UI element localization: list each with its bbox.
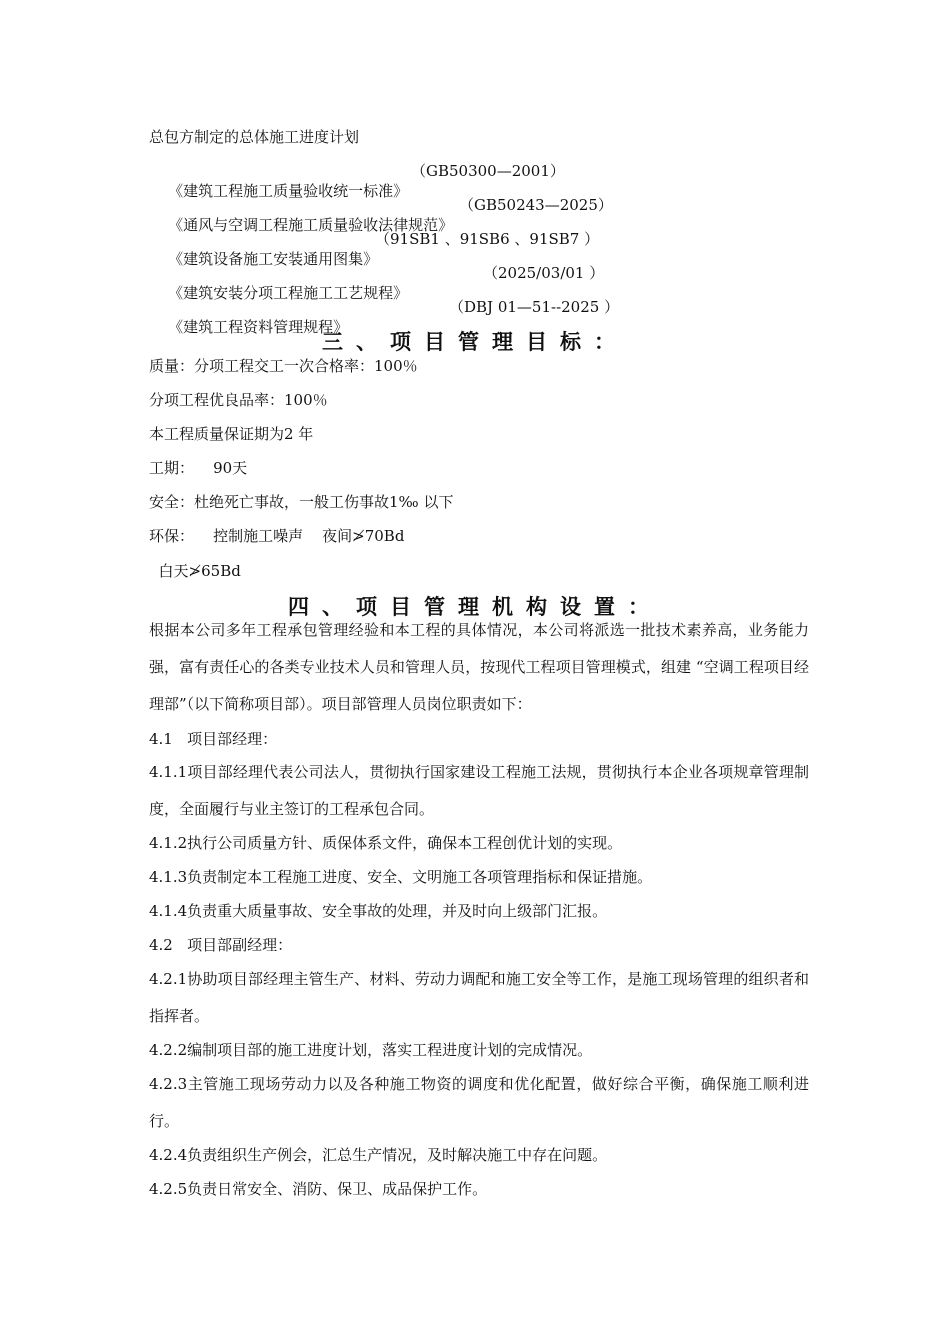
duty-item: 4.1.1项目部经理代表公司法人，贯彻执行国家建设工程施工法规，贯彻执行本企业各项规章管理制度，全面履行与业主签订的工程承包合同。 (149, 763, 809, 818)
reference-title: 《建筑设备施工安装通用图集》 (168, 250, 379, 268)
reference-code: （2025/03/01 ） (483, 264, 605, 282)
duty-item: 4.2.5负责日常安全、消防、保卫、成品保护工作。 (149, 1180, 488, 1198)
goal-line: 白天≯65Bd (149, 562, 241, 580)
duty-item: 4.1.3负责制定本工程施工进度、安全、文明施工各项管理指标和保证措施。 (149, 868, 653, 886)
reference-code: （91SB1 、91SB6 、91SB7 ） (375, 230, 600, 248)
reference-code: （GB50243—2025） (459, 196, 613, 214)
goal-line: 分项工程优良品率：100％ (149, 391, 328, 409)
duty-item: 4.2.3主管施工现场劳动力以及各种施工物资的调度和优化配置，做好综合平衡，确保施工顺利进行。 (149, 1075, 809, 1130)
duty-item: 4.1 项目部经理： (149, 730, 278, 748)
section-heading: 四、项目管理机构设置： (288, 595, 662, 619)
reference-title: 《建筑工程施工质量验收统一标准》 (168, 182, 409, 200)
goal-line: 安全：杜绝死亡事故，一般工伤事故1‰ 以下 (149, 493, 454, 511)
duty-item: 4.2 项目部副经理： (149, 936, 293, 954)
reference-intro: 总包方制定的总体施工进度计划 (149, 128, 360, 146)
goal-line: 工期： 90天 (149, 459, 248, 477)
goal-line: 本工程质量保证期为2 年 (149, 425, 314, 443)
duty-item: 4.1.4负责重大质量事故、安全事故的处理，并及时向上级部门汇报。 (149, 902, 608, 920)
section-heading: 三、项目管理目标： (322, 330, 628, 354)
duty-item: 4.2.1协助项目部经理主管生产、材料、劳动力调配和施工安全等工作，是施工现场管理的组织者和指挥者。 (149, 970, 809, 1025)
reference-title: 《通风与空调工程施工质量验收法律规范》 (168, 216, 454, 234)
section-intro: 根据本公司多年工程承包管理经验和本工程的具体情况，本公司将派选一批技术素养高，业务能力强，富有责任心的各类专业技术人员和管理人员，按现代工程项目管理模式，组建 “空调工程项目经理部”（以下简称项目部）。项目部管理人员岗位职责如下： (149, 621, 809, 713)
duty-item: 4.1.2执行公司质量方针、质保体系文件，确保本工程创优计划的实现。 (149, 834, 623, 852)
goal-line: 质量：分项工程交工一次合格率：100％ (149, 357, 418, 375)
goal-line: 环保： 控制施工噪声 夜间≯70Bd (149, 527, 405, 545)
reference-code: （GB50300—2001） (411, 162, 565, 180)
reference-title: 《建筑工程资料管理规程》 (168, 318, 349, 336)
duty-item: 4.2.4负责组织生产例会，汇总生产情况，及时解决施工中存在问题。 (149, 1146, 608, 1164)
reference-title: 《建筑安装分项工程施工工艺规程》 (168, 284, 409, 302)
reference-code: （DBJ 01—51--2025 ） (449, 298, 620, 316)
duty-item: 4.2.2编制项目部的施工进度计划，落实工程进度计划的完成情况。 (149, 1041, 593, 1059)
